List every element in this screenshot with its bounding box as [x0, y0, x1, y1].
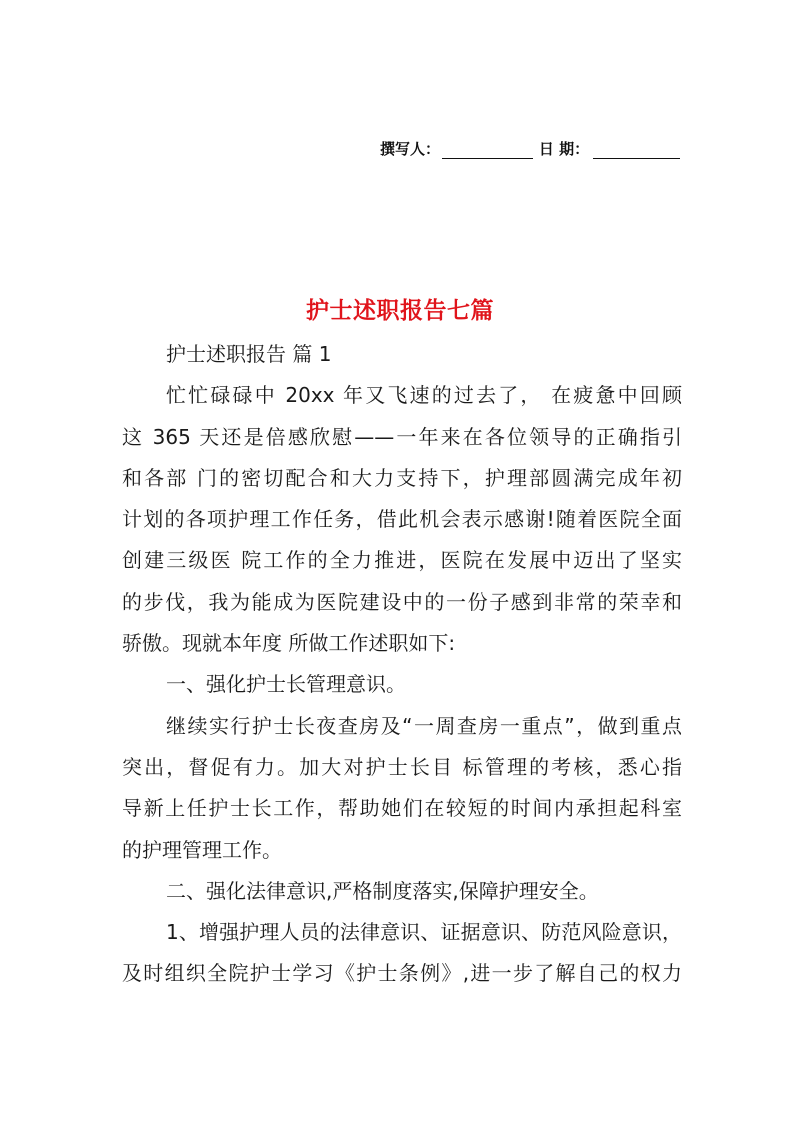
author-blank-field [442, 142, 533, 159]
paragraph-line: 导新上任护士长工作，帮助她们在较短的时间内承担起科室 [122, 796, 682, 821]
paragraph-line: 骄傲。现就本年度 所做工作述职如下: [122, 631, 456, 656]
date-label: 日 期： [538, 140, 590, 158]
paragraph-line: 及时组织全院护士学习《护士条例》,进一步了解自己的权力 [122, 961, 682, 986]
paragraph-line: 和各部 门的密切配合和大力支持下，护理部圆满完成年初 [122, 465, 682, 490]
paragraph-line: 继续实行护士长夜查房及“一周查房一重点”，做到重点 [166, 713, 682, 738]
paragraph-line: 创建三级医 院工作的全力推进，医院在发展中迈出了坚实 [122, 548, 682, 573]
paragraph-line: 这 365 天还是倍感欣慰——一年来在各位领导的正确指引 [122, 424, 682, 449]
signature-header [380, 138, 680, 159]
subsection-heading: 一、强化护士长管理意识。 [166, 672, 406, 697]
paragraph-line: 1、增强护理人员的法律意识、证据意识、防范风险意识， [166, 920, 682, 945]
paragraph-line: 的步伐，我为能成为医院建设中的一份子感到非常的荣幸和 [122, 589, 682, 614]
document-body [122, 334, 682, 995]
section-heading: 护士述职报告 篇 1 [166, 342, 332, 366]
document-title: 护士述职报告七篇 [306, 297, 494, 324]
subsection-heading: 二、强化法律意识,严格制度落实,保障护理安全。 [166, 878, 599, 903]
paragraph-line: 忙忙碌碌中 20xx 年又飞速的过去了， 在疲惫中回顾 [166, 383, 682, 408]
author-label: 撰写人： [380, 140, 441, 158]
paragraph-line: 计划的各项护理工作任务，借此机会表示感谢!随着医院全面 [122, 507, 682, 532]
date-blank-field [593, 142, 680, 159]
paragraph-line: 的护理管理工作。 [122, 837, 282, 862]
paragraph-line: 突出，督促有力。加大对护士长目 标管理的考核，悉心指 [122, 754, 682, 779]
